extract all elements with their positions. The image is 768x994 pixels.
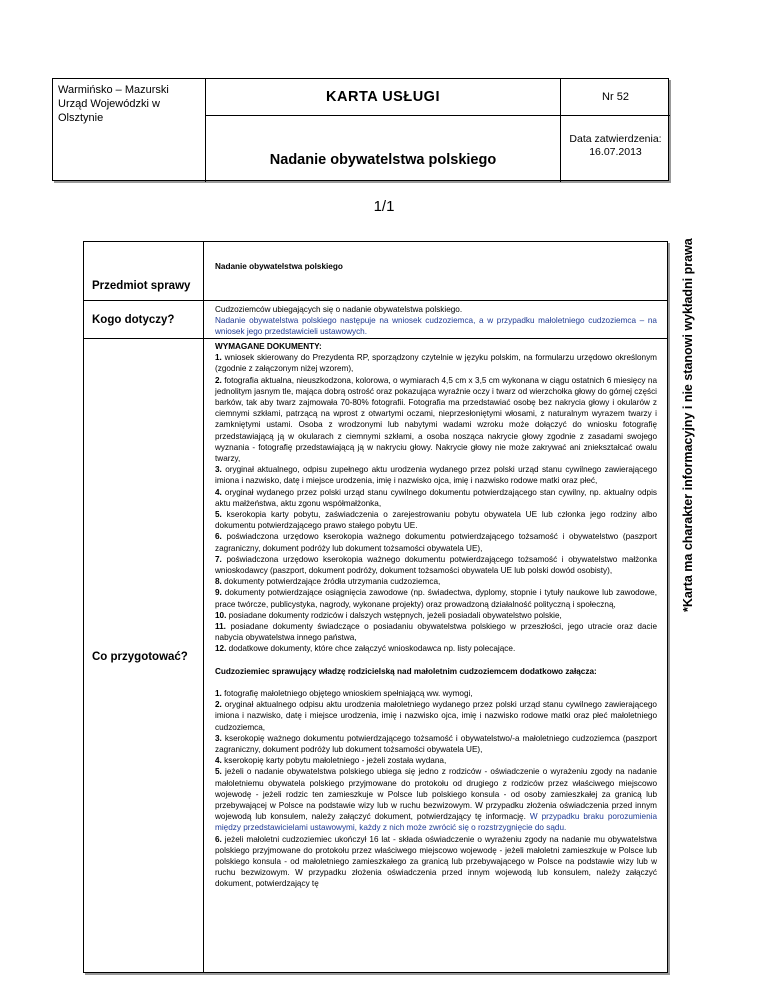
list-item [215, 554, 657, 576]
item-text: kserokopia karty pobytu, zaświadczenia o zarejestrowaniu pobytu obywatela UE lub członka jego rodziny albo dokumentu potwierdzającego prawo stałego pobytu UE. [215, 510, 657, 531]
service-title: Nadanie obywatelstwa polskiego [206, 116, 561, 182]
item-number: 11. [215, 622, 226, 632]
item-number: 10. [215, 610, 227, 620]
row-label-kogo: Kogo dotyczy? [84, 301, 204, 338]
list-item [215, 688, 657, 699]
row-content-kogo [204, 304, 667, 338]
service-table [83, 241, 668, 973]
item-number: 7. [215, 554, 222, 564]
header-table [52, 78, 669, 181]
item-number: 3. [215, 465, 222, 475]
row-label-przygotowac: Co przygotować? [84, 339, 204, 973]
disclaimer-side-note: *Karta ma charakter informacyjny i nie stanowi wykładni prawa [681, 238, 695, 612]
list-item [215, 621, 657, 643]
approval-date: 16.07.2013 [589, 146, 642, 158]
list-item [215, 576, 657, 587]
item-text: dokumenty potwierdzające osiągnięcia zawodowe (np. świadectwa, dyplomy, stopnie i tytuły naukowe lub zawodowe, prace twórcze, publicystyka, nagrody, wykonane projekty) oraz prowadzoną działalność polityczną i społeczną, [215, 588, 657, 609]
issuer-name: Warmińsko – Mazurski Urząd Wojewódzki w Olsztynie [53, 79, 206, 182]
przedmiot-text: Nadanie obywatelstwa polskiego [215, 262, 343, 271]
list-item [215, 834, 657, 890]
item-note: W przypadku braku porozumienia między przedstawicielami ustawowymi, każdy z nich może zwrócić się o rozstrzygnięcie do sądu. [215, 812, 657, 833]
item-text: fotografię małoletniego objętego wnioskiem spełniającą ww. wymogi, [224, 688, 473, 698]
item-text: jeżeli małoletni cudzoziemiec ukończył 16 lat - składa oświadczenie o wyrażeniu zgody na nadanie mu obywatelstwa polskiego przyjmowane do protokołu przez właściwego miejscowo wojewodę - jeżeli małoletni zamieszkuje w Polsce lub polskiego konsula - od małoletniego zamieszkałego za granicą lub przebywającego w Polsce na podstawie wizy lub w ruchu bezwizowym. W przypadku złożenia oświadczenia przed innym wojewodą lub konsulem, należy załączyć dokument, potwierdzający tę [215, 834, 657, 889]
item-number: 9. [215, 588, 222, 598]
item-number: 1. [215, 353, 222, 363]
item-number: 2. [215, 375, 222, 385]
list-item [215, 610, 657, 621]
list-item [215, 375, 657, 465]
list-item [215, 699, 657, 733]
item-text: oryginał aktualnego, odpisu zupełnego aktu urodzenia wydanego przez polski urząd stanu cywilnego zawierającego imiona i nazwisko, datę i miejsce urodzenia, imię i nazwisko ojca, imię i nazwisko rodowe matki oraz płeć, [215, 465, 657, 486]
item-number: 5. [215, 510, 222, 520]
item-number: 2. [215, 700, 222, 710]
item-text: oryginał wydanego przez polski urząd stanu cywilnego dokumentu potwierdzającego stan cywilny, np. aktualny odpis aktu małżeństwa, aktu zgonu współmałżonka, [215, 487, 657, 508]
item-number: 4. [215, 487, 222, 497]
card-title: KARTA USŁUGI [206, 79, 561, 116]
item-text: kserokopię karty pobytu małoletniego - jeżeli została wydana, [224, 756, 447, 766]
item-number: 4. [215, 756, 222, 766]
list-item [215, 755, 657, 766]
item-number: 5. [215, 767, 222, 777]
list-item [215, 766, 657, 833]
item-text: fotografia aktualna, nieuszkodzona, kolorowa, o wymiarach 4,5 cm x 3,5 cm wykonana w ciągu ostatnich 6 miesięcy na jednolitym jasnym tle, mająca dobrą ostrość oraz pokazująca wyraźnie oczy i twarz od wierzchołka głowy do górnej części barków, tak aby twarz zajmowała 70-80% fotografii. Fotografia ma przedstawiać osobę bez nakrycia głowy i okularów z ciemnymi szkłami, patrzącą na wprost z otwartymi oczami, nieprzesłoniętymi włosami, z naturalnym wyrazem twarzy i zamkniętymi ustami. Osoba z wrodzonymi lub nabytymi wadami wzroku może dołączyć do wniosku fotografię przedstawiającą ją w okularach z ciemnymi szkłami, a osoba nosząca nakrycie głowy zgodnie z zasadami swojego wyznania - fotografię przedstawiającą ją w nakryciu głowy. Nakrycie głowy nie może zakrywać ani zniekształcać owalu twarzy, [215, 375, 657, 464]
approval-date-box [561, 116, 670, 182]
list-item [215, 733, 657, 755]
item-text: wniosek skierowany do Prezydenta RP, sporządzony czytelnie w języku polskim, na formularzu urzędowo określonym (zgodnie z załączonym niżej wzorem), [215, 353, 657, 374]
item-number: 6. [215, 834, 222, 844]
item-number: 12. [215, 644, 227, 654]
documents-list [215, 352, 657, 654]
item-text: dokumenty potwierdzające źródła utrzymania cudzoziemca, [224, 577, 441, 587]
approval-label: Data zatwierdzenia: [569, 133, 662, 145]
item-text: poświadczona urzędowo kserokopia ważnego dokumentu potwierdzającego tożsamość i obywatelstwo małżonka wnioskodawcy (paszport, dokument podróży, dokument tożsamości obywatela UE lub polski dowód osobisty), [215, 554, 657, 576]
row-label-przedmiot: Przedmiot sprawy [84, 242, 204, 300]
item-text: kserokopię ważnego dokumentu potwierdzającego tożsamość i obywatelstwo/-a małoletniego cudzoziemca (paszport zagraniczny, dokument podróży lub dokument tożsamości obywatela UE), [215, 733, 657, 754]
minor-documents-list [215, 688, 657, 890]
item-text: poświadczona urzędowo kserokopia ważnego dokumentu potwierdzającego tożsamość i obywatelstwo (paszport zagraniczny, dokument podróży lub dokument tożsamości obywatela UE), [215, 532, 658, 553]
item-text: posiadane dokumenty rodziców i dalszych wstępnych, jeżeli posiadali obywatelstwo polskie, [228, 610, 562, 620]
list-item [215, 531, 657, 553]
list-item [215, 464, 657, 486]
row-content-przedmiot [204, 261, 667, 272]
kogo-text: Cudzoziemców ubiegających się o nadanie obywatelstwa polskiego. [215, 305, 463, 314]
minor-heading: Cudzoziemiec sprawujący władzę rodzicielską nad małoletnim cudzoziemcem dodatkowo załącza: [215, 666, 597, 676]
item-text: posiadane dokumenty świadczące o posiadaniu obywatelstwa polskiego w przeszłości, jego utracie oraz dacie nabycia obywatelstwa innego państwa, [215, 622, 658, 643]
item-text: dodatkowe dokumenty, które chce załączyć wnioskodawca np. listy polecające. [228, 644, 516, 654]
item-number: 3. [215, 733, 222, 743]
item-number: 8. [215, 577, 222, 587]
item-text: oryginał aktualnego odpisu aktu urodzenia małoletniego wydanego przez polski urząd stanu cywilnego zawierającego imiona i nazwisko, datę i miejsce urodzenia, imię i nazwisko ojca, imię i nazwisko rodowe matki oraz płeć małoletniego cudzoziemca, [215, 700, 657, 732]
list-item [215, 352, 657, 374]
list-item [215, 509, 657, 531]
item-text: jeżeli o nadanie obywatelstwa polskiego ubiega się jedno z rodziców - oświadczenie o wyrażeniu zgody na nadanie małoletniemu obywatela polskiego przyjmowane do protokołu od drugiego z rodziców przez właściwego miejscowo wojewodę - jeżeli rodzic ten zamieszkuje w Polsce lub polskiego konsula - od osoby zamieszkałej za granicą lub przebywającej w Polsce na podstawie wizy lub w ruchu bezwizowym. W przypadku złożenia oświadczenia przed innym wojewodą lub konsulem, należy załączyć dokument, potwierdzający tę informację. [215, 767, 657, 822]
card-number: Nr 52 [561, 79, 670, 116]
documents-heading: WYMAGANE DOKUMENTY: [215, 342, 322, 351]
row-content-przygotowac [204, 341, 667, 890]
list-item [215, 487, 657, 509]
list-item [215, 587, 657, 609]
page-indicator: 1/1 [373, 198, 395, 215]
item-number: 1. [215, 688, 222, 698]
list-item [215, 643, 657, 654]
kogo-note: Nadanie obywatelstwa polskiego następuje na wniosek cudzoziemca, a w przypadku małoletniego cudzoziemca – na wniosek jego przedstawicieli ustawowych. [215, 316, 657, 337]
item-number: 6. [215, 532, 222, 542]
